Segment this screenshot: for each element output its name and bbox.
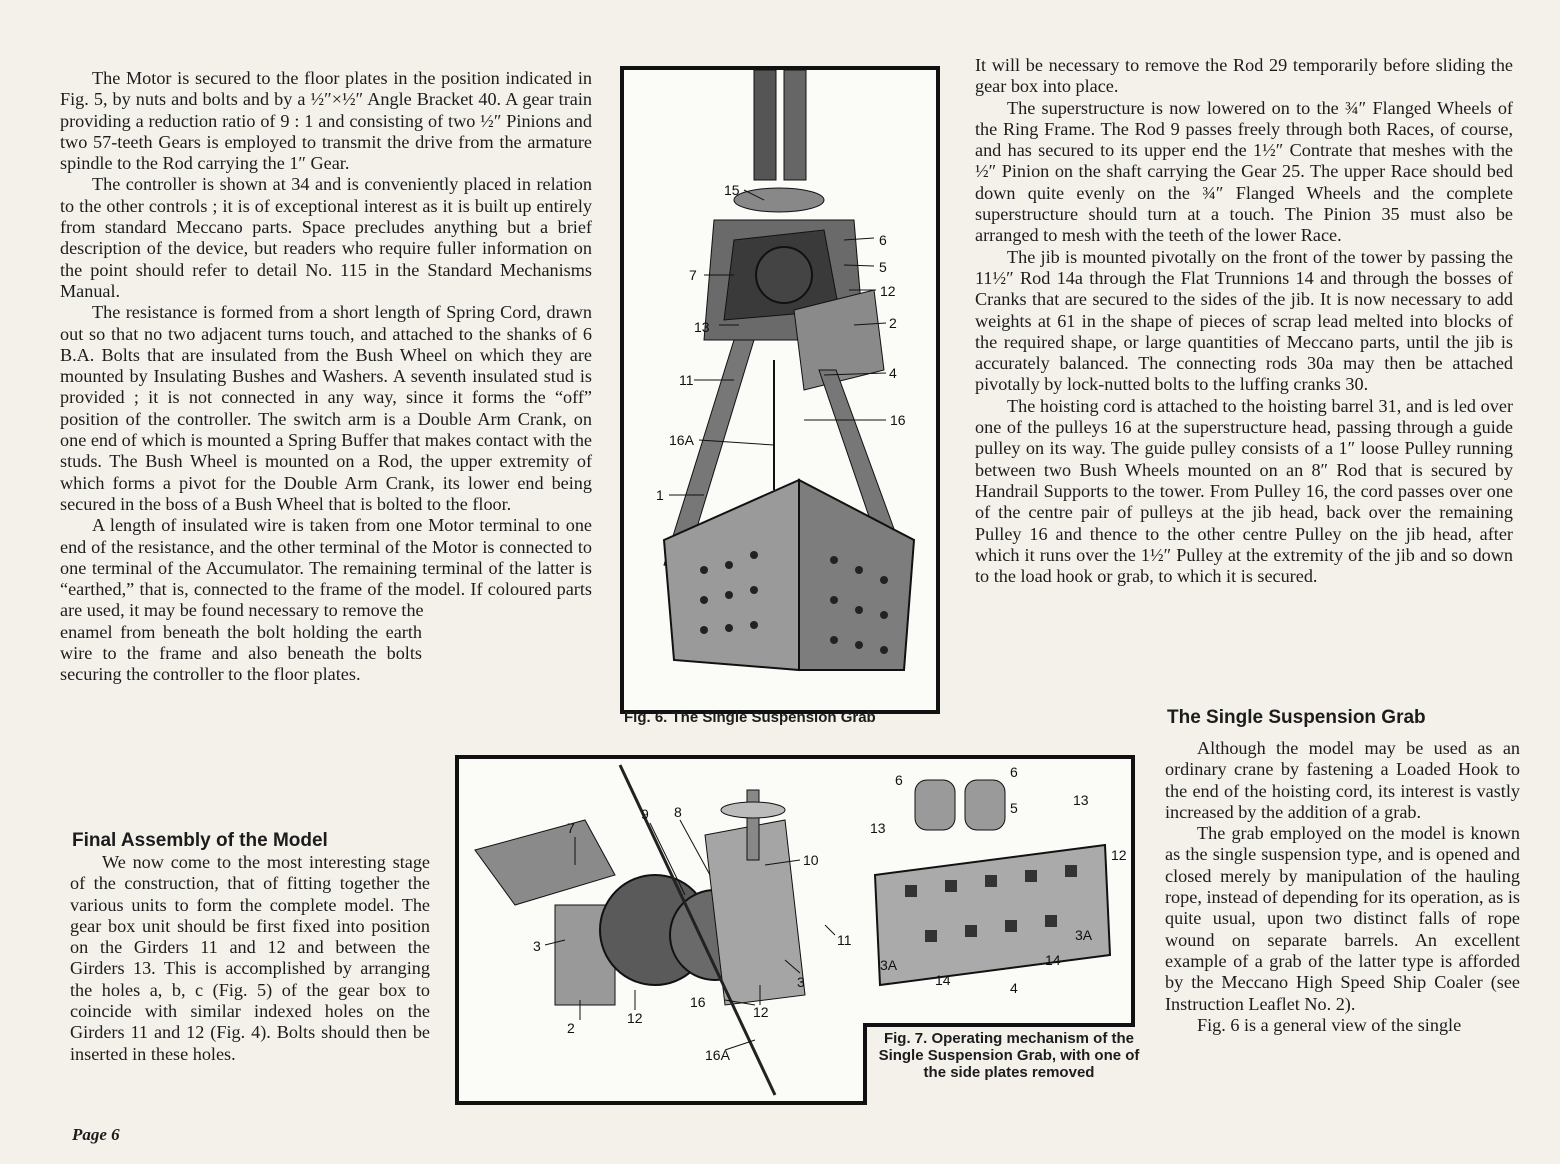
paragraph-fig6-reference: Fig. 6 is a general view of the single (1197, 1014, 1462, 1035)
fig7-label-3b: 3 (797, 974, 805, 990)
figure-6-drawing (624, 70, 936, 710)
fig7-label-7: 7 (567, 820, 575, 836)
fig7-label-13b: 13 (1073, 792, 1089, 808)
fig6-label-6: 6 (879, 232, 887, 248)
fig7-label-6a: 6 (895, 772, 903, 788)
fig6-label-13: 13 (694, 319, 710, 335)
paragraph-final-assembly: We now come to the most interesting stage of the construction, that of fitting together the various units to form the complete model. The gear box unit should be first fixed into position on the Girders 11 and 12 and between the Girders 13. This is accomplished by arranging the holes a, b, c (Fig. 5) of the gear box to coincide with similar indexed holes on the Girders 11 and 12 (Fig. 4). Bolts should then be inserted in these holes. (70, 852, 430, 1064)
fig6-label-2: 2 (889, 315, 897, 331)
paragraph-grab-type: The grab employed on the model is known as the single suspension type, and is opened and closed merely by manipulation of the hauling rope, instead of depending for its operation, as is quite usual, upon two distinct falls of rope wound on separate barrels. An excellent example of a grab of the latter type is afforded by the Meccano High Speed Ship Coaler (see Instruction Leaflet No. 2). (1165, 823, 1520, 1014)
fig6-label-7: 7 (689, 267, 697, 283)
heading-final-assembly: Final Assembly of the Model (72, 830, 328, 851)
fig7-label-3a: 3A (880, 957, 898, 973)
fig7-label-8: 8 (674, 804, 682, 820)
fig6-label-16a: 16A (669, 432, 694, 448)
fig6-label-12: 12 (880, 283, 896, 299)
fig7-label-12b: 12 (753, 1004, 769, 1020)
paragraph-wiring: A length of insulated wire is taken from one Motor terminal to one end of the resistance, and the other terminal of the Motor is connected to one terminal of the Accumulator. The remaining terminal of the latter is “earthed,” that is, connected to the frame of the model. If coloured parts are used, it may be found necessary to remove the (60, 515, 592, 621)
grab-column (1165, 738, 1520, 1036)
fig7-label-5: 5 (1010, 800, 1018, 816)
page-number: Page 6 (72, 1125, 120, 1144)
fig6-label-5: 5 (879, 259, 887, 275)
fig7-label-16a: 16A (705, 1047, 730, 1063)
fig7-label-13a: 13 (870, 820, 886, 836)
paragraph-jib: The jib is mounted pivotally on the front of the tower by passing the 11½″ Rod 14a through the Flat Trunnions 14 and through the bosses of Cranks that are secured to the sides of the jib. It is now necessary to add weights at 61 in the shape of pieces of scrap lead melted into blocks of the required shape, or large quantities of Meccano parts, until the jib is accurately balanced. The connecting rods 30a may then be attached pivotally by lock-nutted bolts to the luffing cranks 30. (975, 246, 1513, 395)
right-column (975, 55, 1513, 587)
paragraph-rod-29: It will be necessary to remove the Rod 29 temporarily before sliding the gear box into place. (975, 55, 1513, 97)
final-assembly-column (70, 852, 430, 1065)
fig7-label-4: 4 (1010, 980, 1018, 996)
fig6-label-15: 15 (724, 182, 740, 198)
paragraph-motor: The Motor is secured to the floor plates in the position indicated in Fig. 5, by nuts and bolts and by a ½″×½″ Angle Bracket 40. A gear train providing a reduction ratio of 9 : 1 and consisting of two ½″ Pinions and two 57-teeth Gears is employed to transmit the drive from the armature spindle to the Rod carrying the 1″ Gear. (60, 68, 592, 174)
fig6-label-16: 16 (890, 412, 906, 428)
paragraph-controller: The controller is shown at 34 and is conveniently placed in relation to the other controls ; it is of exceptional interest as it is built up entirely from standard Meccano parts. Space precludes anything but a brief description of the device, but readers who require fuller information on the point should refer to detail No. 115 in the Standard Mechanisms Manual. (60, 174, 592, 301)
fig7-label-14b: 14 (1045, 952, 1061, 968)
paragraph-hoisting-cord: The hoisting cord is attached to the hoisting barrel 31, and is led over one of the pulleys 16 at the superstructure head, passing through a guide pulley on its way. The guide pulley consists of a 1″ loose Pulley running between two Bush Wheels mounted on an 8″ Rod that is secured by Handrail Supports to the tower. From Pulley 16, the cord passes over one of the centre pair of pulleys at the jib head, back over the remaining Pulley 16 and thence to the other centre Pulley on the jib head, after which it runs over the 1½″ Pulley at the extremity of the jib and so down to the load hook or grab, to which it is secured. (975, 395, 1513, 587)
paragraph-resistance: The resistance is formed from a short length of Spring Cord, drawn out so that no two adjacent turns touch, and attached to the shanks of 6 B.A. Bolts that are insulated from the Bush Wheel on which they are mounted by Insulating Bushes and Washers. A seventh insulated stud is provided ; it is not connected in any way, since it forms the “off” position of the controller. The switch arm is a Double Arm Crank, on one end of which is mounted a Spring Buffer that makes contact with the studs. The Bush Wheel is mounted on a Rod, the upper extremity of which forms a pivot for the Double Arm Crank, its lower end being secured in the boss of a Bush Wheel that is bolted to the floor. (60, 302, 592, 514)
fig7-label-10: 10 (803, 852, 819, 868)
figure-6-caption: Fig. 6. The Single Suspension Grab (624, 709, 876, 726)
fig7-label-3ab: 3A (1075, 927, 1093, 943)
fig7-label-9: 9 (641, 806, 649, 822)
fig7-label-14a: 14 (935, 972, 951, 988)
paragraph-grab-intro: Although the model may be used as an ordinary crane by fastening a Loaded Hook to the end of the hoisting cord, its interest is vastly increased by the addition of a grab. (1165, 738, 1520, 822)
fig7-label-12: 12 (627, 1010, 643, 1026)
fig7-label-16: 16 (690, 994, 706, 1010)
fig7-label-11: 11 (837, 932, 852, 948)
fig7-label-12r: 12 (1111, 847, 1127, 863)
heading-single-suspension-grab: The Single Suspension Grab (1167, 707, 1426, 728)
paragraph-superstructure: The superstructure is now lowered on to the ¾″ Flanged Wheels of the Ring Frame. The Rod 9 passes freely through both Races, of course, and has secured to its upper end the 1½″ Contrate that meshes with the ½″ Pinion on the shaft carrying the Gear 25. The upper Race should bed down quite evenly on the ¾″ Flanged Wheels and the complete superstructure should turn at a touch. The Pinion 35 must also be arranged to mesh with the teeth of the lower Race. (975, 97, 1513, 246)
fig7-label-3: 3 (533, 938, 541, 954)
figure-6-grab-illustration (620, 66, 940, 714)
fig7-label-6b: 6 (1010, 764, 1018, 780)
fig6-label-4: 4 (889, 365, 897, 381)
figure-7-caption: Fig. 7. Operating mechanism of the Single Suspension Grab, with one of the side plates removed (878, 1030, 1140, 1081)
fig6-label-11: 11 (679, 372, 694, 388)
paragraph-wiring-continued: enamel from beneath the bolt holding the earth wire to the frame and also beneath the bolts securing the controller to the floor plates. (60, 621, 422, 685)
left-column (60, 68, 592, 686)
fig7-label-2: 2 (567, 1020, 575, 1036)
fig6-label-1: 1 (656, 487, 664, 503)
